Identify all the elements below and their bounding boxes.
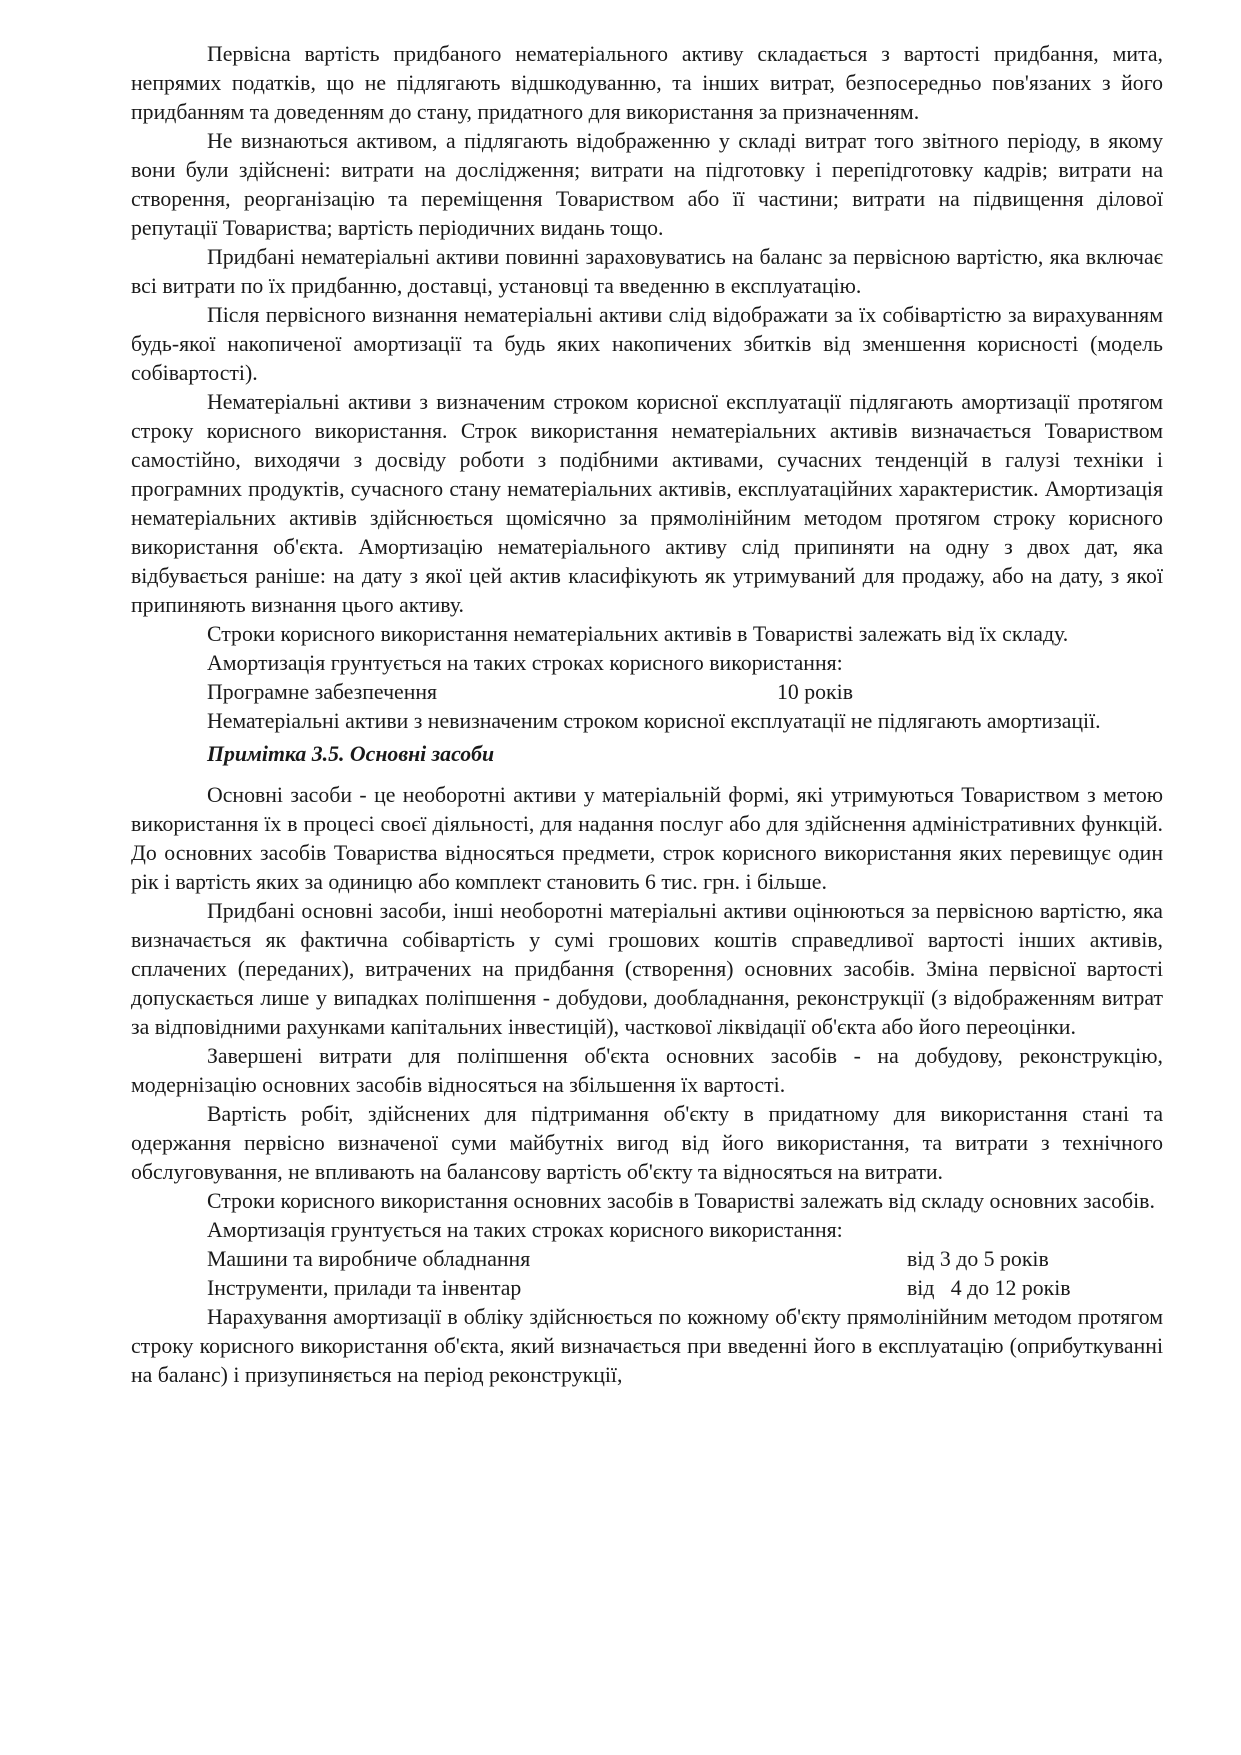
paragraph-indefinite-life: Нематеріальні активи з невизначеним строком корисної експлуатації не підлягають амортизації. (207, 709, 1101, 733)
useful-life-row (207, 1245, 1163, 1274)
asset-category-label: Інструменти, прилади та інвентар (207, 1276, 522, 1300)
document-page (131, 40, 1163, 1390)
useful-life-value: від 3 до 5 років (907, 1247, 1049, 1271)
useful-life-value: 10 років (777, 680, 853, 704)
paragraph-fixed-assets-definition: Основні засоби - це необоротні активи у матеріальній формі, які утримуються Товариством з метою використання їх в процесі своєї діяльності, для надання послуг або для здійснення адміністративних функцій. До основних засобів Товариства відносяться предмети, строк корисного використання яких перевищує один рік і вартість яких за одиницю або комплект становить 6 тис. грн. і більше. (131, 783, 1163, 894)
useful-life-value: від 4 до 12 років (907, 1276, 1071, 1300)
useful-life-row (207, 678, 1163, 707)
paragraph-initial-cost: Первісна вартість придбаного нематеріального активу складається з вартості придбання, мита, непрямих податків, що не підлягають відшкодуванню, та інших витрат, безпосередньо пов'язаних з його придбанням та доведенням до стану, придатного для використання за призначенням. (131, 42, 1163, 124)
paragraph-fixed-assets-valuation: Придбані основні засоби, інші необоротні матеріальні активи оцінюються за первісною вартістю, яка визначається як фактична собівартість у сумі грошових коштів справедливої вартості інших активів, сплачених (переданих), витрачених на придбання (створення) основних засобів. Зміна первісної вартості допускається лише у випадках поліпшення - добудови, дообладнання, реконструкції (з відображенням витрат за відповідними рахунками капітальних інвестицій), часткової ліквідації об'єкта або його переоцінки. (131, 899, 1163, 1039)
paragraph-useful-life-intangibles: Строки корисного використання нематеріальних активів в Товаристві залежать від їх складу. (207, 622, 1069, 646)
paragraph-improvement-costs: Завершені витрати для поліпшення об'єкта основних засобів - на добудову, реконструкцію, модернізацію основних засобів відносяться на збільшення їх вартості. (131, 1044, 1163, 1097)
paragraph-acquired-intangibles: Придбані нематеріальні активи повинні зараховуватись на баланс за первісною вартістю, яка включає всі витрати по їх придбанню, доставці, установці та введенню в експлуатацію. (131, 245, 1163, 298)
paragraph-finite-life-amortization: Нематеріальні активи з визначеним строком корисної експлуатації підлягають амортизації протягом строку корисного використання. Строк використання нематеріальних активів визначається Товариством самостійно, виходячи з досвіду роботи з подібними активами, сучасних тенденцій в галузі техніки і програмних продуктів, сучасного стану нематеріальних активів, експлуатаційних характеристик. Амортизація нематеріальних активів здійснюється щомісячно за прямолінійним методом протягом строку корисного використання об'єкта. Амортизацію нематеріального активу слід припиняти на одну з двох дат, яка відбувається раніше: на дату з якої цей актив класифікують як утримуваний для продажу, або на дату, з якої припиняють визнання цього активу. (131, 390, 1163, 617)
paragraph-depreciation-method: Нарахування амортизації в обліку здійснюється по кожному об'єкту прямолінійним методом протягом строку корисного використання об'єкта, який визначається при введенні його в експлуатацію (оприбуткуванні на баланс) і призупиняється на період реконструкції, (131, 1305, 1163, 1387)
useful-life-row (207, 1274, 1163, 1303)
asset-category-label: Програмне забезпечення (207, 680, 438, 704)
paragraph-maintenance-costs: Вартість робіт, здійснених для підтримання об'єкту в придатному для використання стані та одержання первісно визначеної суми майбутніх вигод від його використання, та витрати з технічного обслуговування, не впливають на балансову вартість об'єкту та відносяться на витрати. (131, 1102, 1163, 1184)
asset-category-label: Машини та виробниче обладнання (207, 1247, 531, 1271)
section-heading-fixed-assets: Примітка 3.5. Основні засоби (207, 742, 495, 766)
paragraph-not-recognized: Не визнаються активом, а підлягають відображенню у складі витрат того звітного періоду, в якому вони були здійснені: витрати на дослідження; витрати на підготовку і перепідготовку кадрів; витрати на створення, реорганізацію та переміщення Товариством або її частини; витрати на підвищення ділової репутації Товариства; вартість періодичних видань тощо. (131, 129, 1163, 240)
paragraph-useful-life-fixed: Строки корисного використання основних засобів в Товаристві залежать від складу основних засобів. (207, 1189, 1155, 1213)
paragraph-amortization-basis-fixed: Амортизація грунтується на таких строках корисного використання: (207, 1218, 843, 1242)
paragraph-after-recognition: Після первісного визнання нематеріальні активи слід відображати за їх собівартістю за вирахуванням будь-якої накопиченої амортизації та будь яких накопичених збитків від зменшення корисності (модель собівартості). (131, 303, 1163, 385)
paragraph-amortization-basis: Амортизація грунтується на таких строках корисного використання: (207, 651, 843, 675)
